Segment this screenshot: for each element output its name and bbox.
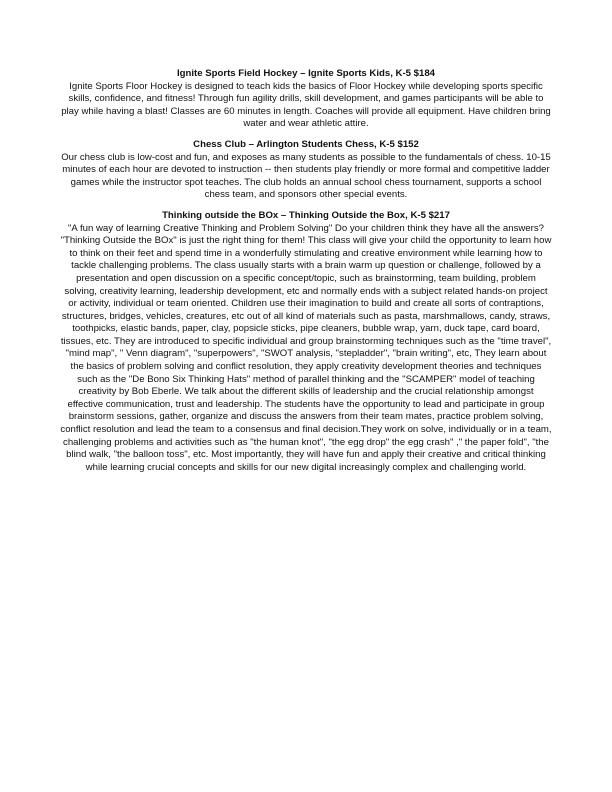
section-field-hockey bbox=[60, 68, 552, 131]
section-title: Thinking outside the BOx – Thinking Outside the Box, K-5 $217 bbox=[162, 209, 450, 221]
section-chess-club bbox=[60, 139, 552, 202]
section-description: "A fun way of learning Creative Thinking and Problem Solving" Do your children think they have all the answers? "Thinking Outside the BOx" is just the right thing for them! This class will give your child the opportunity to learn how to think on their feet and spend time in a wonderfully stimulating and creative environment while learning how to tackle challenging problems. The class usually starts with a brain warm up question or challenge, followed by a presentation and open discussion on a specific concept/topic, such as brainstorming, team building, problem solving, creativity learning, leadership development, etc and normally ends with a subject related hands-on project or activity, individual or team oriented. Children use their imagination to build and create all sorts of contraptions, structures, bridges, vehicles, creatures, etc out of all kind of materials such as pasta, marshmallows, candy, straws, toothpicks, elastic bands, paper, clay, popsicle sticks, pipe cleaners, bubble wrap, yarn, duck tape, card board, tissues, etc. They are introduced to specific individual and group brainstorming techniques such as the "time travel", "mind map", " Venn diagram", "superpowers", "SWOT analysis, "stepladder", "brain writing", etc, They learn about the basics of problem solving and conflict resolution, they apply creativity development theories and techniques such as the "De Bono Six Thinking Hats" method of parallel thinking and the "SCAMPER" model of teaching creativity by Bob Eberle. We talk about the different skills of leadership and the crucial relationship amongst effective communication, trust and leadership. The students have the opportunity to lead and participate in group brainstorm sessions, gather, organize and discuss the answers from their team mates, practice problem solving, conflict resolution and lead the team to a consensus and final decision.They work on solve, individually or in a team, challenging problems and activities such as "the human knot", "the egg drop" the egg crash" ," the paper fold", "the blind walk, "the balloon toss", etc. Most importantly, they will have fun and apply their creative and critical thinking while learning crucial concepts and skills for our new digital increasingly complex and challenging world. bbox=[60, 222, 552, 473]
section-description: Ignite Sports Floor Hockey is designed to teach kids the basics of Floor Hockey while developing sports specific skills, confidence, and fitness! Through fun agility drills, skill development, and games participants will be able to play while having a blast! Classes are 60 minutes in length. Coaches will provide all equipment. Have children bring water and wear athletic attire. bbox=[61, 80, 551, 130]
section-description: Our chess club is low-cost and fun, and exposes as many students as possible to the fundamentals of chess. 10-15 minutes of each hour are devoted to instruction -- then students play friendly or more formal and competitive ladder games while the instructor spot teaches. The club holds an annual school chess tournament, supports a school chess team, and sponsors other special events. bbox=[61, 151, 551, 201]
section-title: Chess Club – Arlington Students Chess, K-5 $152 bbox=[193, 138, 419, 150]
document-page bbox=[60, 68, 552, 482]
section-thinking-outside-the-box bbox=[60, 210, 552, 474]
section-title: Ignite Sports Field Hockey – Ignite Sports Kids, K-5 $184 bbox=[176, 68, 436, 79]
